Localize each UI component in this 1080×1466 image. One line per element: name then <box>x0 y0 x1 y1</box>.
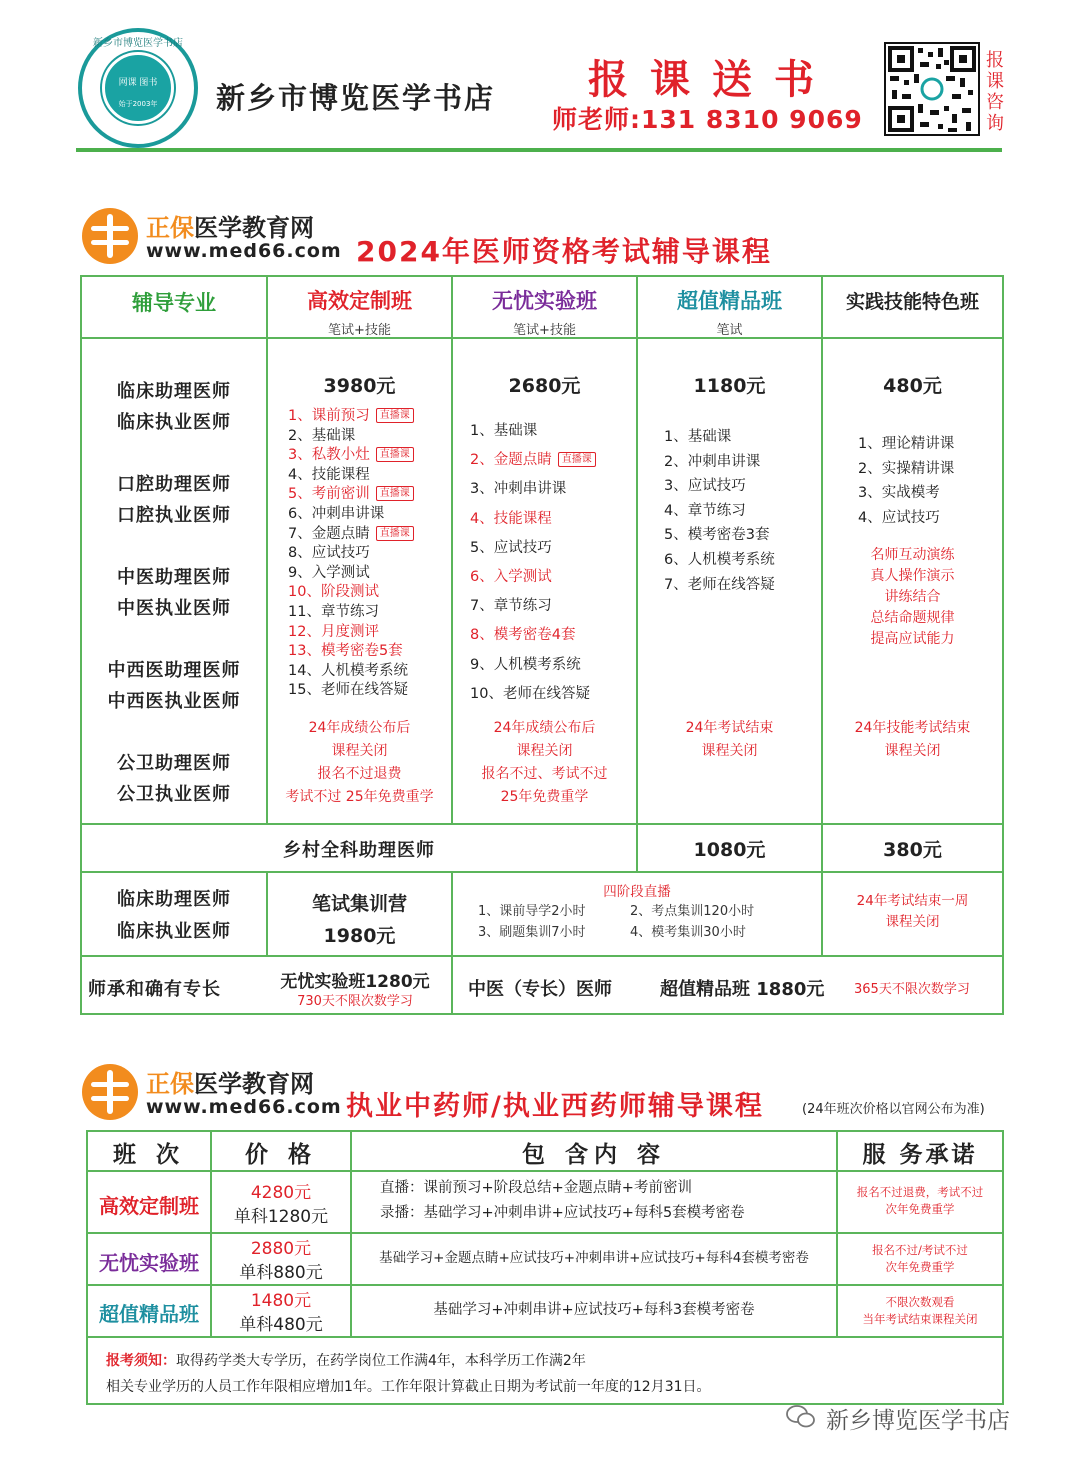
note-line: 报名不过、考试不过 <box>481 766 608 782</box>
logo-book-icon <box>102 52 174 124</box>
course-item: 6、人机模考系统 <box>664 551 775 568</box>
course-item: 1、基础课 <box>664 429 732 445</box>
note-line: 课程关闭 <box>701 743 758 759</box>
course-item: 2、实操精讲课 <box>858 460 955 477</box>
rural-label: 乡村全科助理医师 <box>283 840 435 861</box>
course-item: 1、理论精讲课 <box>858 436 955 452</box>
enroll-notice: 报考须知：取得药学类大专学历，在药学岗位工作满4年，本科学历工作满2年 <box>106 1353 586 1369</box>
course-item: 8、模考密卷4套 <box>470 627 576 644</box>
price-efficient: 3980元 <box>323 375 396 397</box>
header-promise: 服 务承诺 <box>862 1142 978 1168</box>
course-item: 2、冲刺串讲课 <box>664 453 761 470</box>
class-name: 超值精品班 <box>99 1302 199 1326</box>
price-worry-free: 2680元 <box>508 375 581 397</box>
skill-class-notes <box>823 717 1002 763</box>
wechat-icon <box>786 1404 816 1430</box>
med66-logo-icon <box>82 1064 138 1120</box>
value-class-items <box>664 425 775 597</box>
course-item: 7、老师在线答疑 <box>664 576 775 593</box>
class-content: 直播：课前预习+阶段总结+金题点睛+考前密训 录播：基础学习+冲刺串讲+应试技巧+每科5套模考密卷 <box>380 1180 745 1221</box>
specialty-item: 临床执业医师 <box>117 412 231 433</box>
course-item: 5、应试技巧 <box>470 539 552 556</box>
skill-class-items <box>858 432 954 530</box>
course-item: 7、章节练习 <box>470 598 552 615</box>
efficient-class-items <box>288 407 414 701</box>
live-tag: 直播课 <box>376 408 414 423</box>
promo-slogan: 报课送书 <box>588 56 836 103</box>
worry-free-class-notes <box>453 717 636 809</box>
header-class: 班 次 <box>112 1142 185 1168</box>
worry-free-class-items <box>470 417 596 709</box>
note-line: 24年技能考试结束 <box>854 720 971 736</box>
camp-name: 笔试集训营 <box>311 893 407 915</box>
note-line: 考试不过 25年免费重学 <box>285 789 434 805</box>
note-line: 报名不过退费 <box>317 766 402 782</box>
class-single-price: 单科880元 <box>239 1263 323 1283</box>
section1-title: 2024年医师资格考试辅导课程 <box>356 235 772 268</box>
camp-stage: 3、刷题集训7小时 <box>478 925 586 940</box>
note-line: 课程关闭 <box>331 743 388 759</box>
camp-specialty: 临床执业医师 <box>117 921 231 942</box>
qr-caption: 报课咨询 <box>986 50 1004 134</box>
specialty-item: 临床助理医师 <box>117 381 231 402</box>
tcm-expert-note: 365天不限次数学习 <box>854 982 970 997</box>
course-item: 4、章节练习 <box>664 502 746 519</box>
course-item: 3、冲刺串讲课 <box>470 481 567 498</box>
course-item: 3、应试技巧 <box>664 478 746 495</box>
camp-stage-title: 四阶段直播 <box>603 884 671 900</box>
course-item: 4、应试技巧 <box>858 509 940 526</box>
feature-item: 真人操作演示 <box>870 568 955 584</box>
course-item: 9、入学测试 <box>288 564 370 581</box>
feature-item: 总结命题规律 <box>870 610 955 626</box>
class-price: 2880元 <box>250 1239 312 1259</box>
feature-item: 提高应试能力 <box>870 631 955 647</box>
class-promise: 不限次数观看 当年考试结束课程关闭 <box>862 1295 978 1326</box>
rural-price-value: 1080元 <box>693 839 766 861</box>
course-item: 1、课前预习 直播课 <box>288 407 414 427</box>
note-line: 24年成绩公布后 <box>308 720 411 736</box>
header-skill-class: 实践技能特色班 <box>845 291 979 313</box>
rural-price-skill: 380元 <box>883 839 942 861</box>
course-item: 15、老师在线答疑 <box>288 682 408 699</box>
course-item: 4、技能课程 <box>470 510 552 527</box>
qr-code[interactable] <box>884 42 980 136</box>
course-item: 11、章节练习 <box>288 603 379 620</box>
mentor-class-note: 730天不限次数学习 <box>297 994 413 1009</box>
header-price: 价 格 <box>244 1142 317 1168</box>
camp-stage: 1、课前导学2小时 <box>478 904 586 919</box>
course-item: 8、应试技巧 <box>288 545 370 562</box>
live-tag: 直播课 <box>376 447 414 462</box>
value-class-notes <box>638 717 821 763</box>
header-worry-free-class: 无忧实验班 笔试+技能 <box>492 289 597 338</box>
price-value: 1180元 <box>693 375 766 397</box>
enroll-notice-line2: 相关专业学历的人员工作年限相应增加1年。工作年限计算截止日期为考试前一年度的12月31日。 <box>106 1379 711 1395</box>
mentor-label: 师承和确有专长 <box>88 979 221 1000</box>
page-header <box>0 0 1080 160</box>
pharmacist-course-table <box>86 1130 1004 1405</box>
class-promise: 报名不过/考试不过 次年免费重学 <box>872 1243 968 1274</box>
note-line: 课程关闭 <box>884 743 941 759</box>
brand-name: 正保医学教育网 <box>146 1070 314 1098</box>
course-item: 2、基础课 <box>288 427 356 444</box>
specialty-item: 公卫助理医师 <box>117 753 231 774</box>
logo-year: 始于2003年 <box>118 100 158 108</box>
watermark-text: 新乡博览医学书店 <box>826 1408 1010 1434</box>
med66-logo-icon <box>82 208 138 264</box>
course-item: 7、金题点睛 直播课 <box>288 525 414 545</box>
specialty-item: 口腔助理医师 <box>117 474 231 495</box>
camp-stage: 2、考点集训120小时 <box>630 904 755 919</box>
class-price: 1480元 <box>250 1291 312 1311</box>
course-item: 5、考前密训 直播课 <box>288 485 414 505</box>
course-item: 4、技能课程 <box>288 466 370 483</box>
header-efficient-class: 高效定制班 笔试+技能 <box>307 289 412 338</box>
logo-sub: 网课 图书 <box>118 78 158 88</box>
course-item: 2、金题点睛 直播课 <box>470 446 596 475</box>
course-item: 6、入学测试 <box>470 569 552 586</box>
note-line: 24年考试结束 <box>685 720 774 736</box>
course-item: 14、人机模考系统 <box>288 662 408 679</box>
feature-item: 名师互动演练 <box>870 547 955 563</box>
class-single-price: 单科480元 <box>239 1315 323 1335</box>
physician-course-table <box>80 275 1004 1015</box>
camp-stage: 4、模考集训30小时 <box>630 925 746 940</box>
class-single-price: 单科1280元 <box>233 1207 329 1227</box>
section2-title-note: (24年班次价格以官网公布为准) <box>802 1102 985 1117</box>
class-content: 基础学习+金题点睛+应试技巧+冲刺串讲+应试技巧+每科4套模考密卷 <box>379 1250 809 1266</box>
price-skill: 480元 <box>883 375 942 397</box>
course-item: 3、实战模考 <box>858 485 940 502</box>
specialty-item: 中西医执业医师 <box>107 691 241 712</box>
store-name: 新乡市博览医学书店 <box>216 81 496 115</box>
header-value-class: 超值精品班 笔试 <box>677 289 782 338</box>
course-item: 13、模考密卷5套 <box>288 643 403 660</box>
live-tag: 直播课 <box>558 452 596 467</box>
course-item: 9、人机模考系统 <box>470 656 581 673</box>
camp-price: 1980元 <box>323 925 396 947</box>
live-tag: 直播课 <box>376 526 414 541</box>
class-name: 高效定制班 <box>99 1194 199 1218</box>
note-line: 25年免费重学 <box>500 789 589 805</box>
class-content: 基础学习+冲刺串讲+应试技巧+每科3套模考密卷 <box>433 1302 755 1318</box>
efficient-class-notes <box>268 717 451 809</box>
note-line: 课程关闭 <box>516 743 573 759</box>
class-name: 无忧实验班 <box>99 1251 199 1275</box>
camp-specialty: 临床助理医师 <box>117 889 231 910</box>
logo-ring-text: 新乡市博览医学书店 <box>93 38 183 49</box>
mentor-class: 无忧实验班1280元 <box>280 972 430 992</box>
course-item: 6、冲刺串讲课 <box>288 505 385 522</box>
store-logo <box>78 28 198 148</box>
note-line: 24年成绩公布后 <box>493 720 596 736</box>
course-item: 3、私教小灶 直播课 <box>288 446 414 466</box>
teacher-phone[interactable]: 师老师:131 8310 9069 <box>552 105 863 134</box>
header-specialty: 辅导专业 <box>132 291 216 315</box>
course-item: 10、阶段测试 <box>288 584 379 601</box>
specialty-item: 中西医助理医师 <box>107 660 241 681</box>
live-tag: 直播课 <box>376 486 414 501</box>
specialty-item: 口腔执业医师 <box>117 505 231 526</box>
class-promise: 报名不过退费，考试不过 次年免费重学 <box>856 1185 984 1216</box>
tcm-expert-class: 超值精品班 1880元 <box>660 979 825 1000</box>
header-content: 包 含内 容 <box>521 1142 666 1168</box>
tcm-expert-label: 中医（专长）医师 <box>468 979 612 1000</box>
class-price: 4280元 <box>250 1183 312 1203</box>
skill-class-features <box>823 545 1002 650</box>
feature-item: 讲练结合 <box>884 589 941 605</box>
course-item: 5、模考密卷3套 <box>664 527 770 544</box>
brand-url[interactable]: www.med66.com <box>146 1096 342 1118</box>
section2-title: 执业中药师/执业西药师辅导课程 <box>346 1091 764 1122</box>
header-divider <box>76 148 1002 152</box>
specialty-item: 公卫执业医师 <box>117 784 231 805</box>
brand-url[interactable]: www.med66.com <box>146 240 342 262</box>
camp-note: 24年考试结束一周 课程关闭 <box>856 893 969 930</box>
course-item: 12、月度测评 <box>288 623 379 640</box>
course-item: 1、基础课 <box>470 423 538 439</box>
specialty-item: 中医执业医师 <box>117 598 231 619</box>
specialty-item: 中医助理医师 <box>117 567 231 588</box>
course-item: 10、老师在线答疑 <box>470 685 590 702</box>
brand-name: 正保医学教育网 <box>146 214 314 242</box>
